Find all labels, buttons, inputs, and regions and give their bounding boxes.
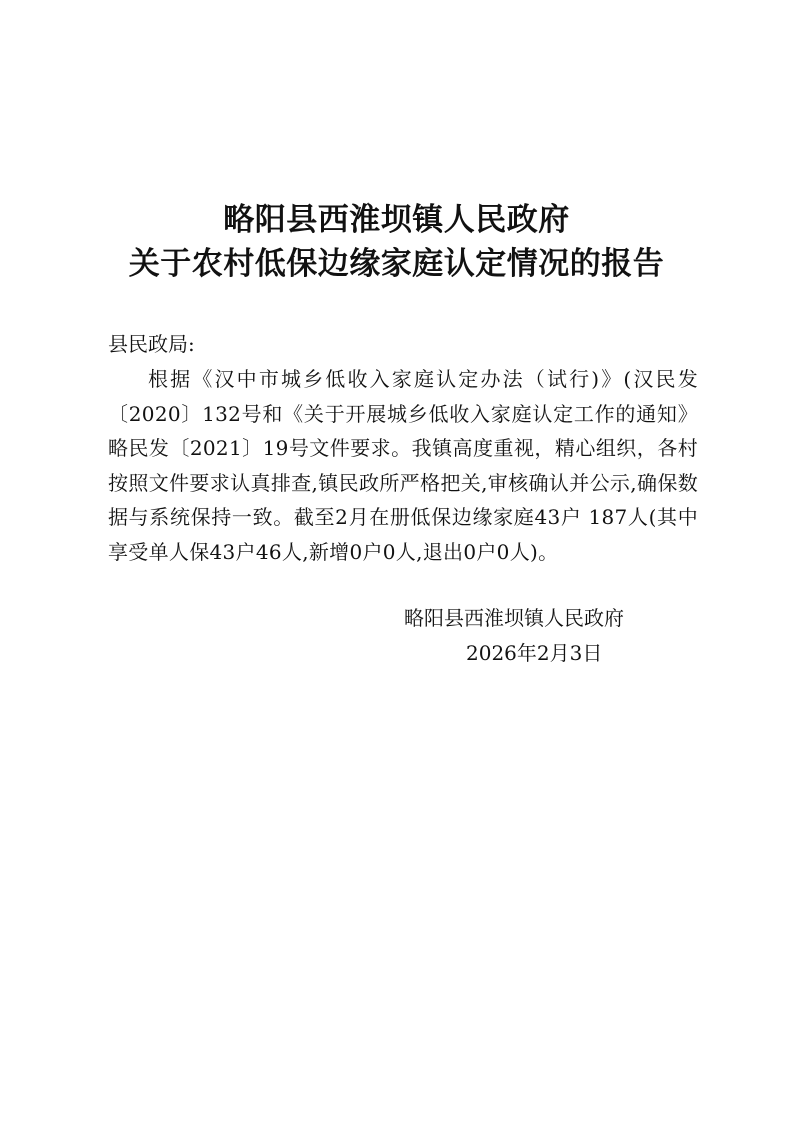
body-paragraph: 根据《汉中市城乡低收入家庭认定办法（试行)》(汉民发〔2020〕132号和《关于开展城乡低收入家庭认定工作的通知》略民发〔2021〕19号文件要求。我镇高度重视，精心组织，各村按照文件要求认真排查,镇民政所严格把关,审核确认并公示,确保数据与系统保持一致。截至2月在册低保边缘家庭43户 187人(其中享受单人保43户46人,新增0户0人,退出0户0人)。: [108, 367, 698, 564]
signature-organization: 略阳县西淮坝镇人民政府: [404, 606, 624, 630]
signature-date: 2026年2月3日: [466, 641, 603, 665]
title-line-2: 关于农村低保边缘家庭认定情况的报告: [128, 246, 665, 282]
addressee: 县民政局:: [108, 332, 195, 356]
title-line-1: 略阳县西淮坝镇人民政府: [223, 202, 570, 238]
document-title: [0, 198, 793, 286]
